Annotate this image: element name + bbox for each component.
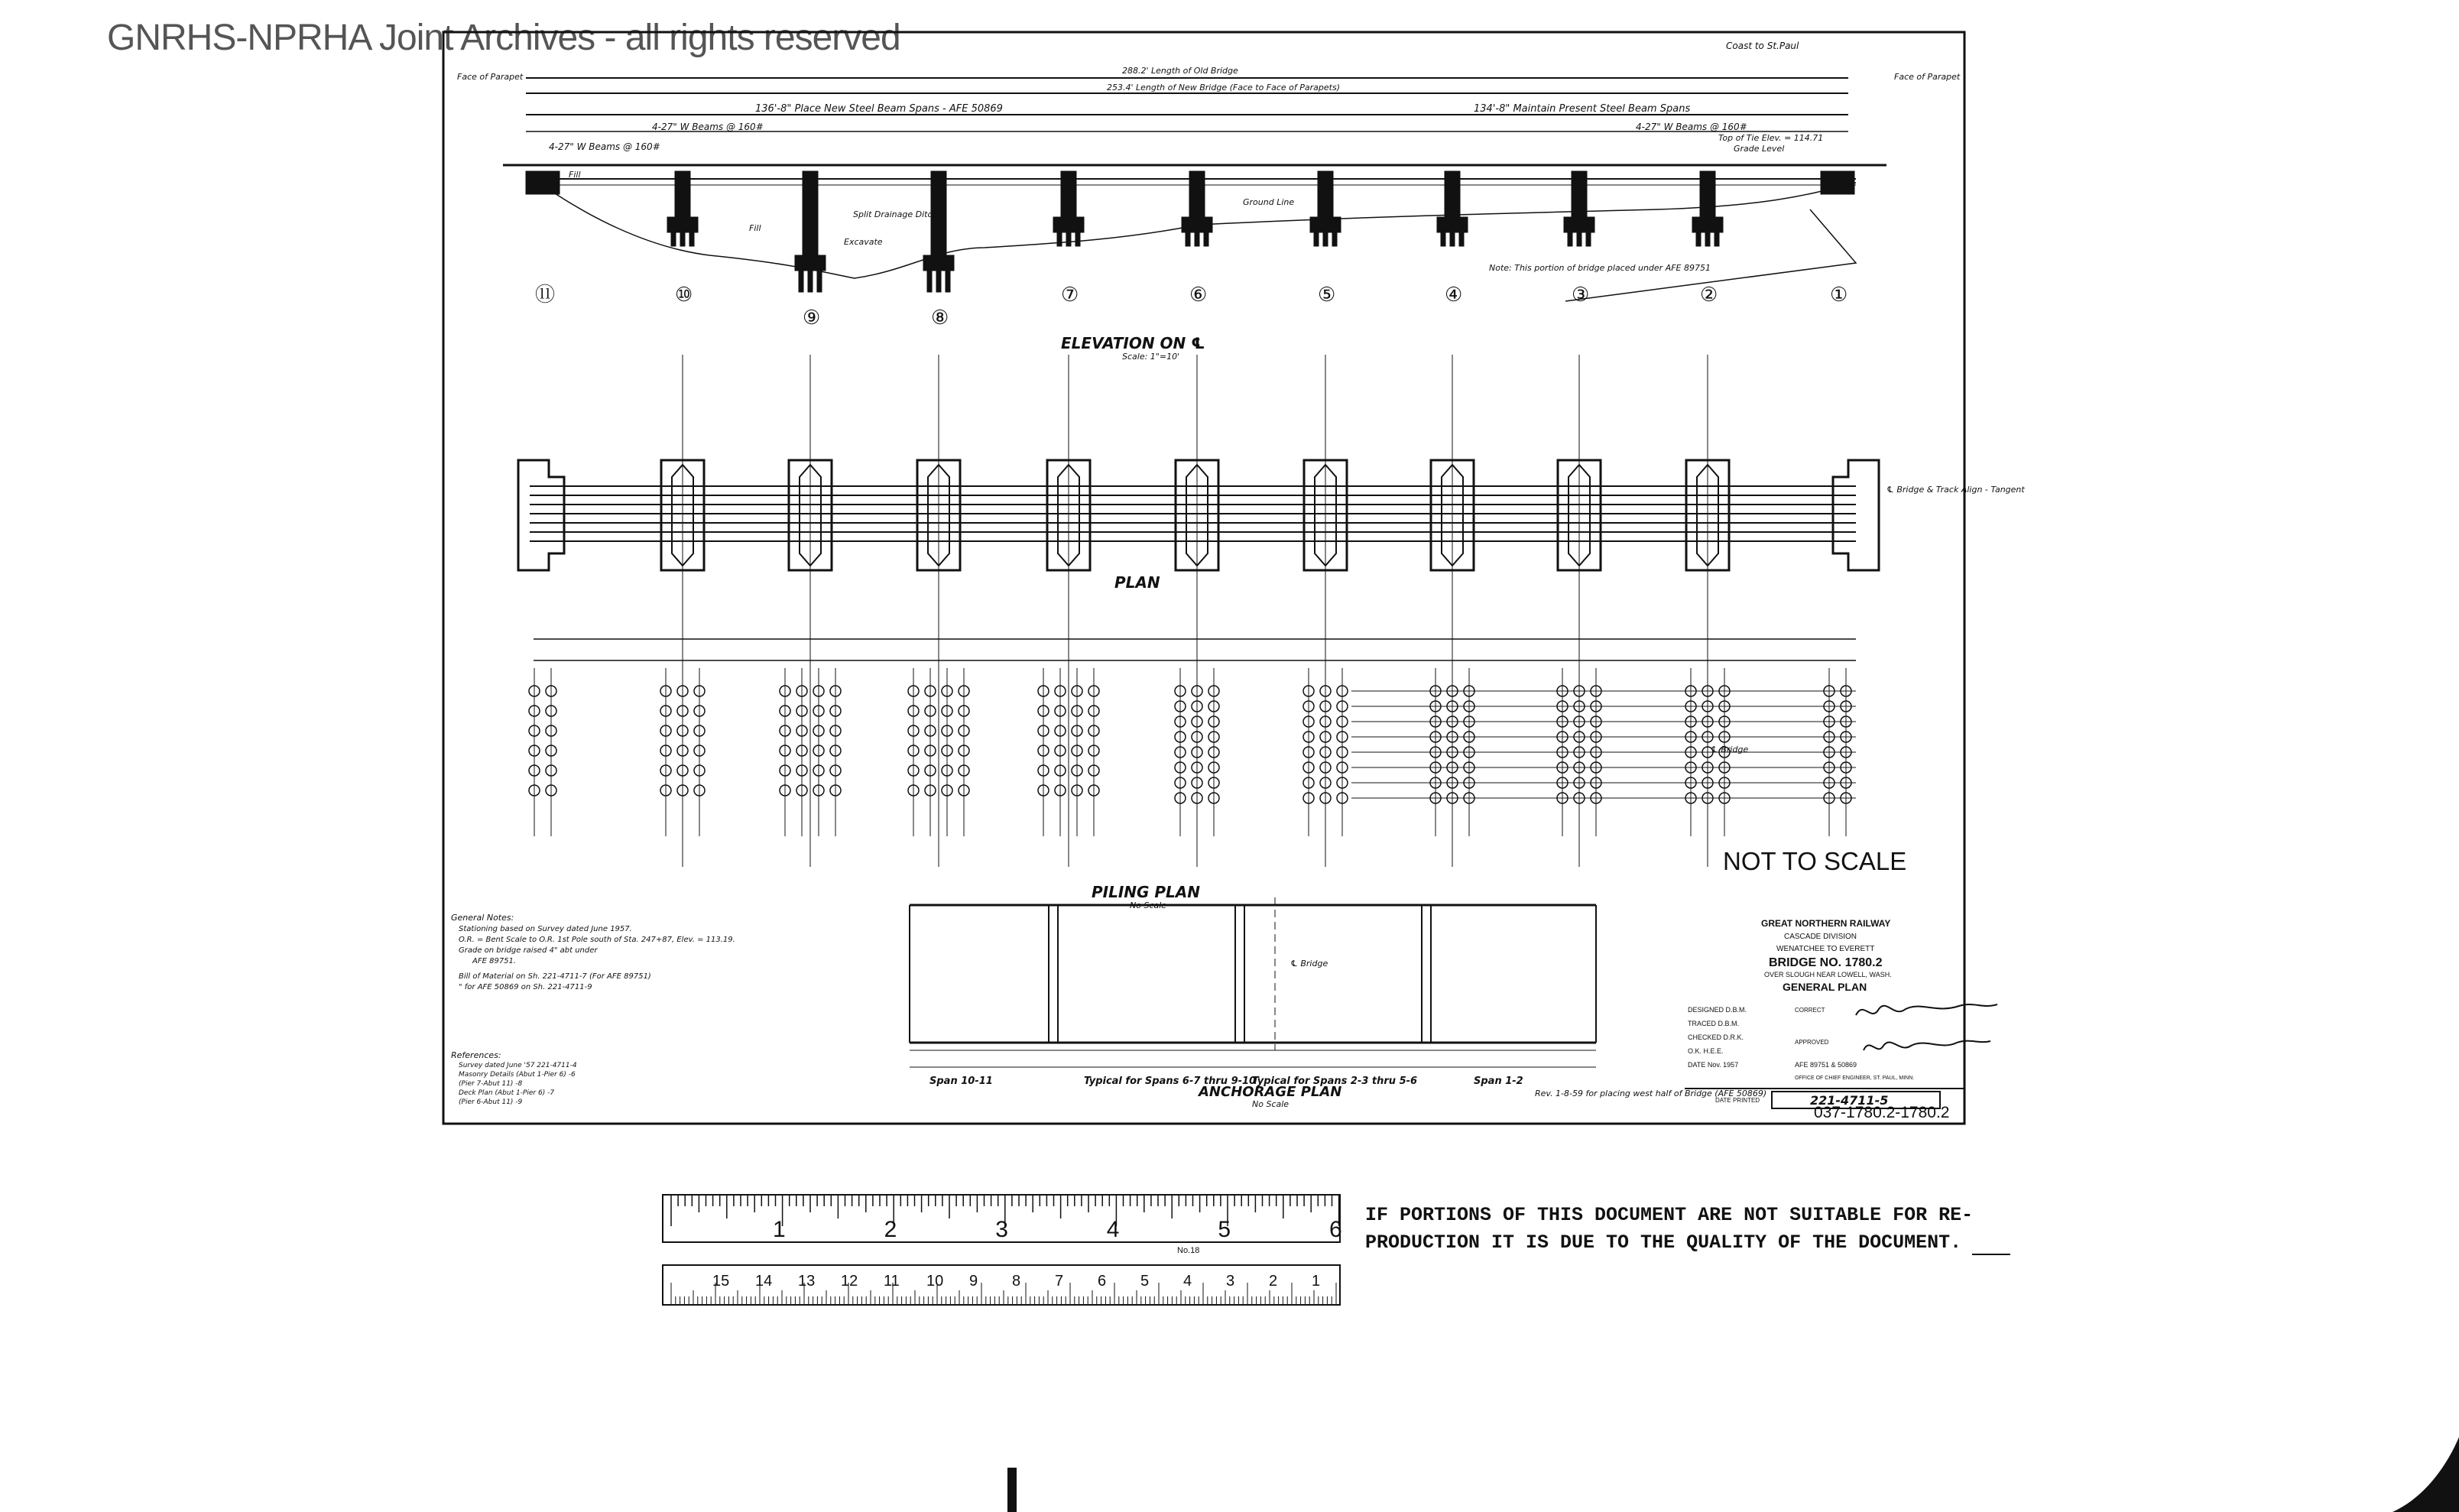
portion-note: Note: This portion of bridge placed under AFE 89751: [1489, 263, 1711, 273]
bridge-track-label: ℄ Bridge & Track Align - Tangent: [1886, 485, 2025, 495]
pile: [680, 232, 685, 246]
piling-plan: [529, 639, 1856, 836]
bridge-location: OVER SLOUGH NEAR LOWELL, WASH.: [1764, 971, 1892, 978]
abutment: [1821, 171, 1854, 194]
pile: [927, 271, 932, 292]
span-label-4: Span 1-2: [1474, 1076, 1523, 1087]
quality-notice: IF PORTIONS OF THIS DOCUMENT ARE NOT SUITABLE FOR RE-PRODUCTION IT IS DUE TO THE QUALITY OF THE DOCUMENT.: [1365, 1204, 1974, 1254]
length-old-bridge: 288.2' Length of Old Bridge: [1122, 66, 1238, 76]
inch-number: 6: [1329, 1217, 1342, 1242]
pile: [799, 271, 803, 292]
pile: [1441, 232, 1445, 246]
pier-number: ⑥: [1189, 283, 1208, 306]
pile: [1586, 232, 1591, 246]
pier-footing: [1437, 217, 1468, 232]
pile: [1450, 232, 1455, 246]
pile: [1186, 232, 1190, 246]
general-note-5: Bill of Material on Sh. 221-4711-7 (For AFE 89751): [459, 972, 651, 981]
ok-by: O.K. H.E.E.: [1688, 1047, 1724, 1055]
pier-number: ②: [1700, 283, 1718, 306]
cm-number: 11: [884, 1273, 900, 1290]
not-to-scale-stamp: NOT TO SCALE: [1723, 847, 1907, 875]
checked-by: CHECKED D.R.K.: [1688, 1033, 1744, 1041]
pile: [817, 271, 822, 292]
cm-number: 8: [1012, 1273, 1021, 1290]
pier-footing: [1692, 217, 1723, 232]
archive-watermark: GNRHS-NPRHA Joint Archives - all rights reserved: [107, 18, 900, 58]
cm-number: 10: [926, 1273, 944, 1290]
cm-number: 5: [1140, 1273, 1150, 1290]
pile: [1057, 232, 1062, 246]
plan-view: [518, 460, 1879, 570]
pile: [808, 271, 813, 292]
pile: [1459, 232, 1464, 246]
binding-mark: [1007, 1468, 1017, 1512]
general-note-4: AFE 89751.: [472, 957, 517, 965]
cm-number: 7: [1055, 1273, 1064, 1290]
reference-4: Deck Plan (Abut 1-Pier 6) -7: [459, 1089, 555, 1097]
pier-number: ③: [1572, 283, 1590, 306]
pile: [1075, 232, 1080, 246]
fill-label-2: Fill: [569, 170, 581, 180]
pier-footing: [795, 255, 826, 271]
beams-label-c: 4-27" W Beams @ 160#: [1636, 122, 1747, 132]
bridge-number: BRIDGE NO. 1780.2: [1769, 956, 1883, 969]
division-name: CASCADE DIVISION: [1784, 933, 1857, 941]
pier-number: ⑧: [931, 306, 949, 329]
elevation-scale: Scale: 1"=10': [1122, 352, 1180, 362]
drawing-date: DATE Nov. 1957: [1688, 1061, 1739, 1069]
general-notes-title: General Notes:: [451, 913, 514, 923]
inch-number: 5: [1218, 1217, 1231, 1242]
face-of-parapet-right: Face of Parapet: [1894, 72, 1961, 82]
pier-number: ①: [1830, 283, 1848, 306]
bridge-cl-anchor: ℄ Bridge: [1290, 959, 1328, 969]
span-label-2: Typical for Spans 6-7 thru 9-10: [1084, 1076, 1257, 1087]
piling-title: PILING PLAN: [1092, 883, 1201, 901]
beams-label-b: 4-27" W Beams @ 160#: [652, 122, 764, 132]
pile: [1204, 232, 1208, 246]
engineering-drawing: [358, 18, 2025, 1134]
pier-footing: [1310, 217, 1341, 232]
cm-number: 15: [712, 1273, 730, 1290]
beams-label-a: 4-27" W Beams @ 160#: [549, 141, 660, 152]
face-of-parapet-left: Face of Parapet: [457, 72, 524, 82]
office-label: OFFICE OF CHIEF ENGINEER, ST. PAUL, MINN.: [1795, 1076, 1915, 1081]
date-printed-label: DATE PRINTED: [1715, 1097, 1760, 1104]
notice-rule: [1972, 1254, 2010, 1255]
reference-3: (Pier 7-Abut 11) -8: [459, 1080, 523, 1088]
pile: [1066, 232, 1071, 246]
general-note-3: Grade on bridge raised 4" abt under: [459, 946, 598, 955]
pier-footing: [1564, 217, 1594, 232]
railway-name: GREAT NORTHERN RAILWAY: [1761, 918, 1891, 929]
inch-number: 4: [1106, 1217, 1120, 1242]
plan-type: GENERAL PLAN: [1783, 981, 1867, 993]
pile: [1314, 232, 1319, 246]
pier-number: ⑨: [803, 306, 821, 329]
general-note-6: " for AFE 50869 on Sh. 221-4711-9: [459, 983, 592, 991]
route-name: WENATCHEE TO EVERETT: [1776, 945, 1875, 953]
pier-number: ⑤: [1318, 283, 1336, 306]
inch-number: 1: [773, 1217, 786, 1242]
elevation-title: ELEVATION ON ℄: [1061, 334, 1205, 352]
revision-note: Rev. 1-8-59 for placing west half of Bridge (AFE 50869): [1535, 1089, 1767, 1098]
inch-number: 3: [995, 1217, 1008, 1242]
pier-number: ⑦: [1061, 283, 1079, 306]
anchorage-scale: No Scale: [1252, 1099, 1290, 1109]
pier-footing: [923, 255, 954, 271]
reference-2: Masonry Details (Abut 1-Pier 6) -6: [459, 1071, 576, 1079]
split-drainage: Split Drainage Ditch: [853, 209, 938, 219]
reference-1: Survey dated June '57 221-4711-4: [459, 1062, 577, 1069]
piling-scale: No Scale: [1130, 900, 1167, 910]
cm-number: 1: [1312, 1273, 1321, 1290]
cm-number: 4: [1183, 1273, 1192, 1290]
bridge-cl-piling: ℄ Bridge: [1711, 745, 1749, 754]
plan-title: PLAN: [1114, 573, 1160, 592]
references-title: References:: [451, 1050, 501, 1060]
cm-number: 3: [1226, 1273, 1235, 1290]
pile: [1714, 232, 1719, 246]
pier-number: ④: [1445, 283, 1463, 306]
reference-5: (Pier 6-Abut 11) -9: [459, 1098, 523, 1106]
abutment: [526, 171, 560, 194]
pile: [1323, 232, 1328, 246]
ground-line: Ground Line: [1243, 197, 1295, 207]
general-note-1: Stationing based on Survey dated June 1957.: [459, 925, 632, 933]
inch-ruler: [662, 1194, 1342, 1244]
pier-number: ⑩: [675, 283, 693, 306]
maintain-spans: 134'-8" Maintain Present Steel Beam Spans: [1474, 103, 1691, 115]
designed-by: DESIGNED D.B.M.: [1688, 1006, 1747, 1014]
cm-number: 2: [1269, 1273, 1278, 1290]
place-new-spans: 136'-8" Place New Steel Beam Spans - AFE 50869: [755, 103, 1003, 115]
pile: [1195, 232, 1199, 246]
pile: [1577, 232, 1581, 246]
excavate-label: Excavate: [844, 237, 883, 247]
cm-ruler: [662, 1264, 1342, 1307]
page-corner: [2392, 1437, 2459, 1512]
pile: [1705, 232, 1710, 246]
anchorage-plan: [910, 897, 1596, 1067]
pile: [671, 232, 676, 246]
traced-by: TRACED D.B.M.: [1688, 1020, 1740, 1027]
length-new-bridge: 253.4' Length of New Bridge (Face to Face of Parapets): [1107, 83, 1340, 92]
afe-number: AFE 89751 & 50869: [1795, 1061, 1857, 1069]
piers: [526, 171, 1854, 292]
signatures: [1856, 1004, 1997, 1050]
pier-footing: [1182, 217, 1212, 232]
grade-level: Grade Level: [1734, 144, 1785, 154]
correct-label: CORRECT: [1795, 1007, 1825, 1014]
approved-label: APPROVED: [1795, 1039, 1829, 1046]
span-label-3: Typical for Spans 2-3 thru 5-6: [1252, 1076, 1418, 1087]
pier-number: ⑪: [535, 283, 556, 306]
pier-footing: [1053, 217, 1084, 232]
cm-number: 13: [798, 1273, 816, 1290]
coast-to-st-paul: Coast to St.Paul: [1726, 41, 1799, 51]
ruler-mark: No.18: [1177, 1246, 1200, 1255]
pile: [1568, 232, 1572, 246]
cm-number: 6: [1098, 1273, 1107, 1290]
pile: [1332, 232, 1337, 246]
fill-label: Fill: [749, 223, 761, 233]
pier-footing: [667, 217, 698, 232]
inch-number: 2: [884, 1217, 897, 1242]
pile: [1696, 232, 1701, 246]
pile: [946, 271, 950, 292]
cm-number: 9: [969, 1273, 978, 1290]
cm-number: 14: [755, 1273, 773, 1290]
drawing-number: 037-1780.2-1780.2: [1814, 1104, 1950, 1121]
general-note-2: O.R. = Bent Scale to O.R. 1st Pole south of Sta. 247+87, Elev. = 113.19.: [459, 936, 735, 944]
sheet-number: 221-4711-5: [1810, 1093, 1889, 1108]
top-of-tie: Top of Tie Elev. = 114.71: [1718, 133, 1824, 143]
pile: [936, 271, 941, 292]
pile: [689, 232, 694, 246]
plan-piers: [661, 355, 1729, 867]
anchorage-title: ANCHORAGE PLAN: [1199, 1084, 1342, 1100]
span-label-1: Span 10-11: [929, 1076, 993, 1087]
cm-number: 12: [841, 1273, 858, 1290]
